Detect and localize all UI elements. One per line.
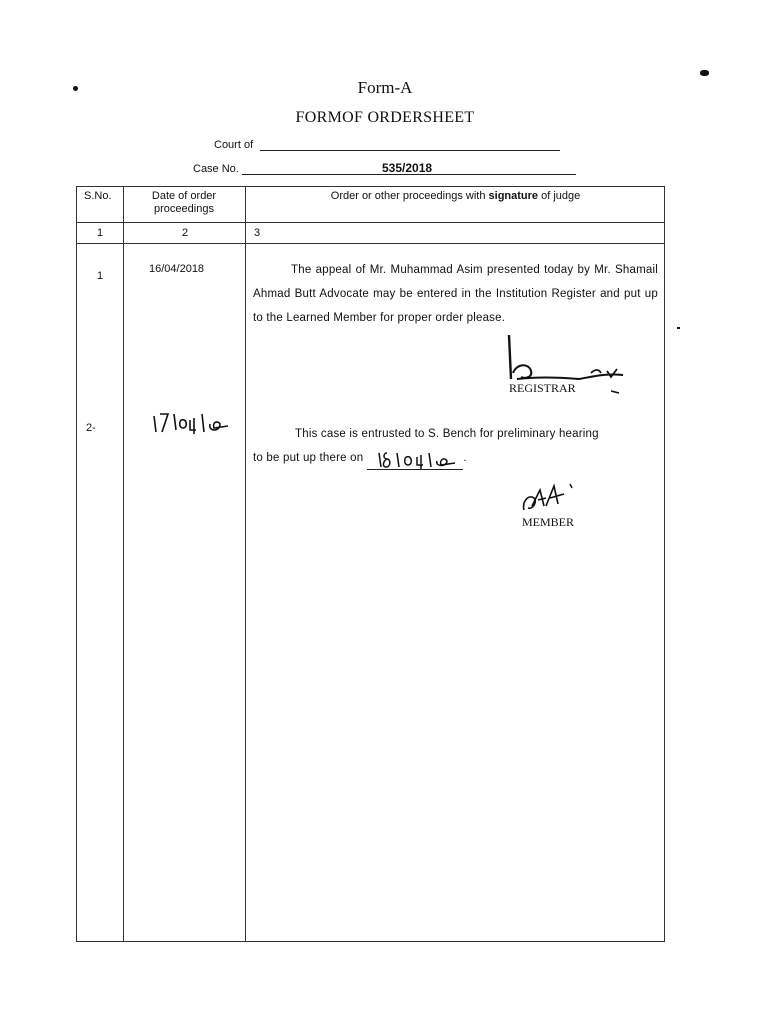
row-2-order-text-lead: to be put up there on (253, 452, 364, 464)
row-2-order-text-line1: This case is entrusted to S. Bench for preliminary hearing (295, 428, 599, 440)
hearing-date-handwriting (375, 449, 459, 469)
column-header-order-suffix: of judge (538, 190, 581, 202)
member-label: MEMBER (522, 515, 575, 529)
scan-speck (700, 70, 709, 76)
column-header-sno: S.No. (84, 190, 112, 202)
court-label: Court of (214, 139, 254, 151)
column-header-date: Date of order proceedings (151, 190, 217, 215)
header-divider (76, 222, 665, 223)
row-2-order-text-end: . (463, 452, 467, 464)
row-1-date: 16/04/2018 (149, 263, 205, 275)
row-2-order-text-line2 (253, 446, 467, 470)
column-header-order (246, 190, 665, 203)
column-number-3: 3 (254, 227, 261, 239)
court-blank-line (260, 150, 560, 151)
column-number-1: 1 (97, 227, 104, 239)
scan-speck (677, 327, 680, 329)
column-header-order-bold: signature (488, 190, 539, 202)
case-label: Case No. (193, 163, 239, 175)
number-row-divider (76, 243, 665, 244)
row-1-order-text: The appeal of Mr. Muhammad Asim presented today by Mr. Shamail Ahmad Butt Advocate may be entered in the Institution Register and put up to the Learned Member for proper order please. (253, 264, 658, 324)
hearing-date-field (367, 455, 463, 470)
row-2-sno: 2- (86, 422, 96, 434)
form-label: Form-A (357, 78, 413, 97)
row-1-sno: 1 (97, 270, 104, 282)
member-signature (518, 480, 588, 514)
column-number-2: 2 (182, 227, 189, 239)
case-number: 535/2018 (382, 161, 433, 175)
column-divider (245, 186, 246, 942)
row-2-handwritten-date (150, 410, 234, 436)
column-header-order-prefix: Order or other proceedings with (330, 190, 489, 202)
sheet-title: FORMOF ORDERSHEET (295, 109, 475, 126)
registrar-label: REGISTRAR (509, 381, 576, 395)
column-divider (123, 186, 124, 942)
